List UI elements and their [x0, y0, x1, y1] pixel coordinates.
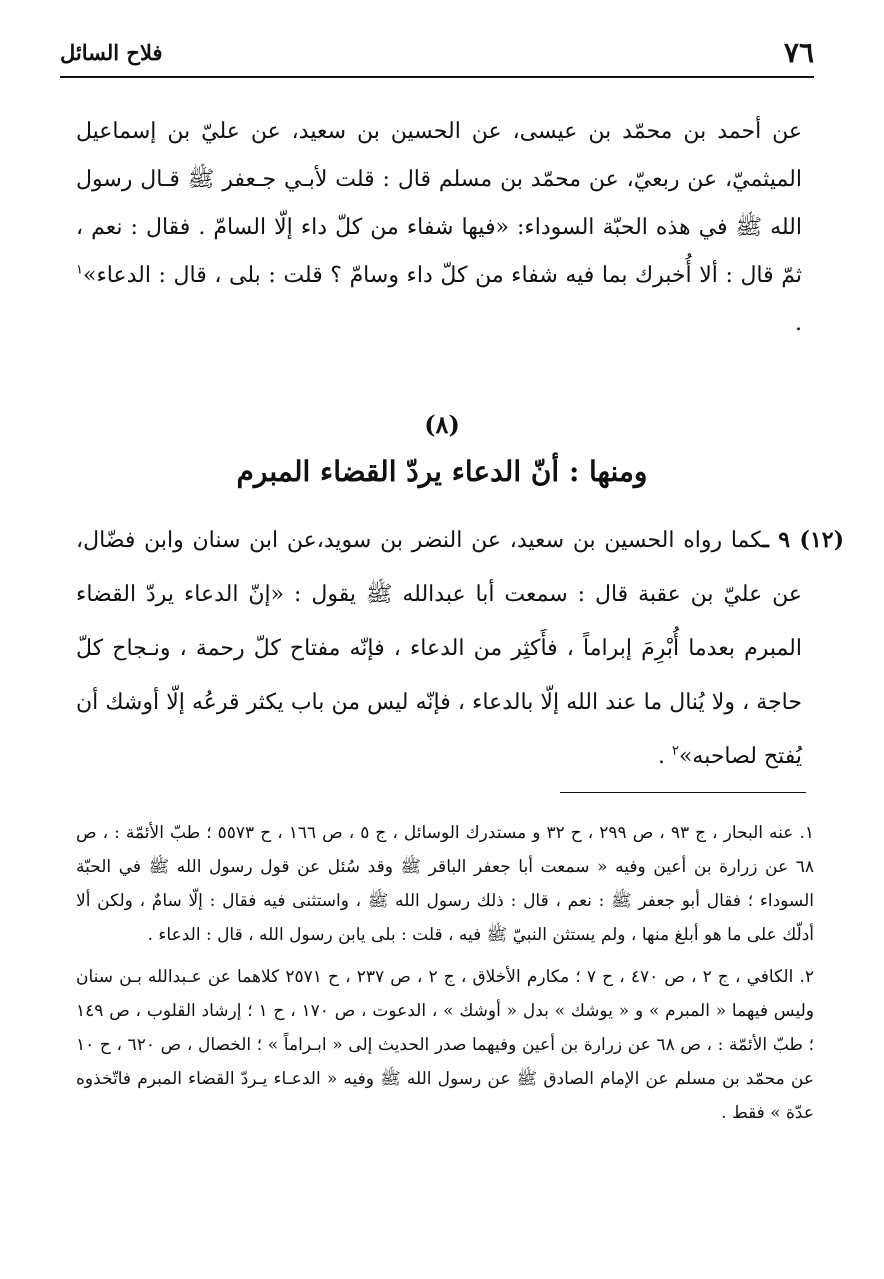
footnotes	[76, 816, 814, 1138]
section-number: (٨)	[424, 410, 460, 439]
footnote-1-text: عنه البحار ، ج ٩٣ ، ص ٢٩٩ ، ح ٣٢ و مستدرك الوسائل ، ج ٥ ، ص ١٦٦ ، ح ٥٥٧٣ ؛ طبّ الأئمّة : ، ص ٦٨ عن زرارة بن أعين وفيه « سمعت أبا جعفر الباقر ﷺ وقد سُئل عن قول رسول الله ﷺ في الحبّة السوداء ؛ فقال أبو جعفر ﷺ : نعم ، قال : ذلك رسول الله ﷺ ، واستثنى فيه فقال : إلّا سامٌ ، ولكن ألا أدلّك على ما هو أبلغ منها ، ولم يستثن النبيّ ﷺ فيه ، قلت : بلى يابن رسول الله ، قال : الدعاء .	[76, 823, 814, 945]
paragraph-2	[76, 568, 802, 784]
footnote-1-number: ١.	[799, 823, 815, 843]
section-title: ومنها : أنّ الدعاء يردّ القضاء المبرم	[236, 455, 648, 488]
paragraph-1	[76, 108, 802, 348]
footnote-marker-1: ١	[76, 262, 83, 278]
footnote-2	[76, 960, 814, 1130]
hadith-number: (١٢) ٩ ـ	[762, 527, 844, 553]
paragraph-2-end: .	[657, 744, 672, 769]
page-number: ٧٦	[783, 36, 814, 69]
footnote-2-number: ٢.	[799, 967, 815, 987]
footnote-separator	[560, 792, 806, 793]
page-header	[60, 32, 814, 78]
paragraph-2-first-text: كما رواه الحسين بن سعيد، عن النضر بن سويد،عن ابن سنان وابن فضّال،	[76, 528, 763, 553]
paragraph-1-end: .	[795, 311, 802, 336]
running-title: فلاح السائل	[60, 40, 163, 65]
footnote-1	[76, 816, 814, 952]
footnote-marker-2: ٢	[671, 743, 679, 759]
paragraph-1-text: عن أحمد بن محمّد بن عيسى، عن الحسين بن سعيد، عن عليّ بن إسماعيل الميثميّ، عن ربعيّ، عن محمّد بن مسلم قال : قلت لأبـي جـعفر ﷺ قـال رسول الله ﷺ في هذه الحبّة السوداء: «فيها شفاء من كلّ داء إلّا السامّ . فقال : نعم ، ثمّ قال : ألا أُخبرك بما فيه شفاء من كلّ داء وسامّ ؟ قلت : بلى ، قال : الدعاء»	[76, 119, 802, 288]
paragraph-2-first-line	[76, 516, 844, 565]
footnote-2-text: الكافي ، ج ٢ ، ص ٤٧٠ ، ح ٧ ؛ مكارم الأخلاق ، ج ٢ ، ص ٢٣٧ ، ح ٢٥٧١ كلاهما عن عـبدالله بـن سنان وليس فيهما « المبرم » و « يوشك » بدل « أوشك » ، الدعوت ، ص ١٧٠ ، ح ١ ؛ إرشاد القلوب ، ص ١٤٩ ؛ طبّ الأئمّة : ، ص ٦٨ عن زرارة بن أعين وفيهما صدر الحديث إلى « ابـراماً » ؛ الخصال ، ص ٦٢٠ ، ح ١٠ عن محمّد بن مسلم عن الإمام الصادق ﷺ عن رسول الله ﷺ وفيه « الدعـاء يـردّ القضاء المبرم فاتّخذوه عدّة » فقط .	[76, 967, 815, 1123]
paragraph-2-text: عن عليّ بن عقبة قال : سمعت أبا عبدالله ﷺ يقول : «إنّ الدعاء يردّ القضاء المبرم بعدما أُبْرِمَ إبراماً ، فأَكثِر من الدعاء ، فإنّه مفتاح كلّ رحمة ، ونـجاح كلّ حاجة ، ولا يُنال ما عند الله إلّا بالدعاء ، فإنّه ليس من باب يكثر قرعُه إلّا أوشك أن يُفتح لصاحبه»	[76, 582, 802, 769]
